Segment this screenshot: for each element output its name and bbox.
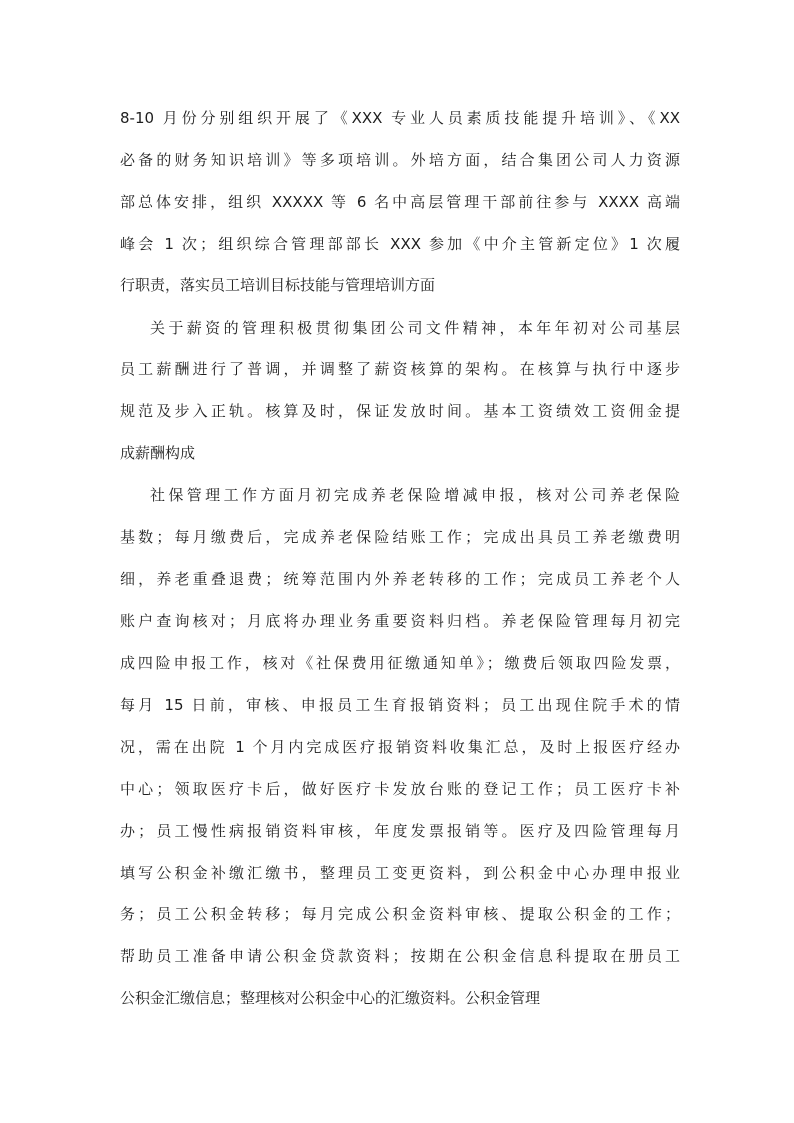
text-line: 办；员工慢性病报销资料审核，年度发票报销等。医疗及四险管理每月 xyxy=(120,822,680,840)
text-line: 务；员工公积金转移；每月完成公积金资料审核、提取公积金的工作； xyxy=(120,905,680,923)
text-line: 社保管理工作方面月初完成养老保险增减申报，核对公司养老保险 xyxy=(150,486,680,504)
text-line: 况，需在出院 1 个月内完成医疗报销资料收集汇总，及时上报医疗经办 xyxy=(120,738,680,756)
text-line: 8-10 月份分别组织开展了《XXX 专业人员素质技能提升培训》、《XX xyxy=(120,109,680,127)
text-line: 员工薪酬进行了普调，并调整了薪资核算的架构。在核算与执行中逐步 xyxy=(120,360,680,378)
text-line: 必备的财务知识培训》等多项培训。外培方面，结合集团公司人力资源 xyxy=(120,151,680,169)
text-line: 行职责，落实员工培训目标技能与管理培训方面 xyxy=(120,276,436,294)
text-line: 规范及步入正轨。核算及时，保证发放时间。基本工资绩效工资佣金提 xyxy=(120,402,680,420)
text-line: 成四险申报工作，核对《社保费用征缴通知单》；缴费后领取四险发票， xyxy=(120,654,680,672)
text-line: 峰会 1 次；组织综合管理部部长 XXX 参加《中介主管新定位》1 次履 xyxy=(120,235,680,253)
text-line: 中心；领取医疗卡后，做好医疗卡发放台账的登记工作；员工医疗卡补 xyxy=(120,780,680,798)
text-line: 部总体安排，组织 XXXXX 等 6 名中高层管理干部前往参与 XXXX 高端 xyxy=(120,193,680,211)
text-line: 成薪酬构成 xyxy=(120,444,196,462)
text-line: 关于薪资的管理积极贯彻集团公司文件精神，本年年初对公司基层 xyxy=(150,319,680,337)
text-line: 每月 15 日前，审核、申报员工生育报销资料；员工出现住院手术的情 xyxy=(120,696,680,714)
text-line: 账户查询核对；月底将办理业务重要资料归档。养老保险管理每月初完 xyxy=(120,612,680,630)
text-line: 帮助员工准备申请公积金贷款资料；按期在公积金信息科提取在册员工 xyxy=(120,947,680,965)
text-line: 公积金汇缴信息；整理核对公积金中心的汇缴资料。公积金管理 xyxy=(120,989,541,1007)
text-line: 填写公积金补缴汇缴书，整理员工变更资料，到公积金中心办理申报业 xyxy=(120,864,680,882)
text-line: 基数；每月缴费后，完成养老保险结账工作；完成出具员工养老缴费明 xyxy=(120,528,680,546)
text-line: 细，养老重叠退费；统筹范围内外养老转移的工作；完成员工养老个人 xyxy=(120,570,680,588)
